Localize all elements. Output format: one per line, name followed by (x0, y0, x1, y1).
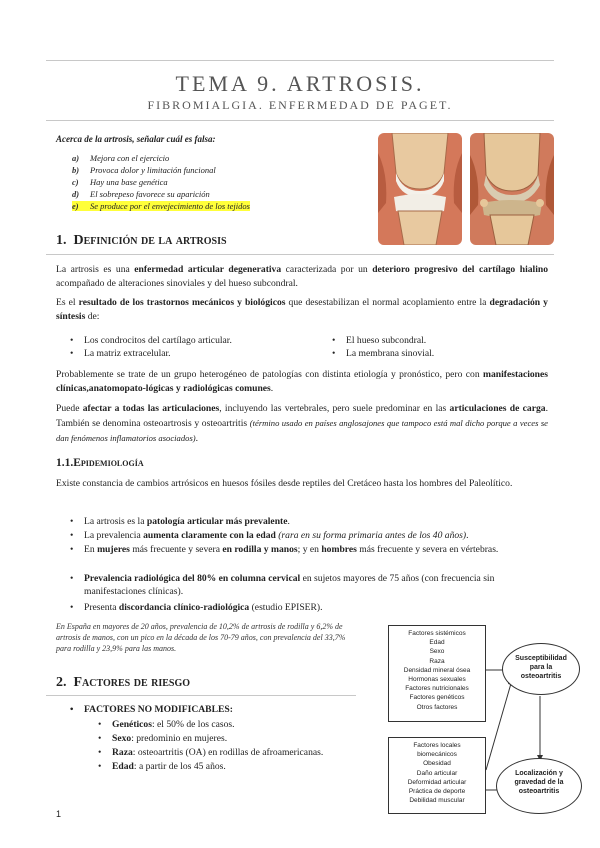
arthritic-knee-illustration (470, 133, 554, 245)
list-item: • FACTORES NO MODIFICABLES: (84, 703, 233, 716)
quiz-option: b) Provoca dolor y limitación funcional (72, 165, 216, 175)
section-heading-factores: 2. Factores de riesgo (56, 675, 191, 690)
severity-oval: Localización y gravedad de la osteoartritis (496, 758, 582, 814)
top-rule (46, 60, 554, 61)
cause-paragraph: Es el resultado de los trastornos mecánicos y biológicos que desestabilizan el normal acoplamiento entre la degradación y síntesis de: (56, 297, 548, 322)
list-item: • Genéticos: el 50% de los casos. (112, 718, 235, 731)
list-item: • La artrosis es la patología articular más prevalente. (84, 515, 544, 528)
list-item: • Los condrocitos del cartílago articular. (84, 334, 232, 347)
list-item: • La membrana sinovial. (346, 347, 434, 360)
healthy-knee-illustration (378, 133, 462, 245)
joints-paragraph: Puede afectar a todas las articulaciones, incluyendo las vertebrales, pero suele predominar en las articulaciones de carga. También se denomina osteoartrosis y osteoartritis (término usado en países anglosajones que tampoco está mal dicho porque a veces se dan fenómenos inflamatorios asociados). (56, 403, 548, 444)
section-heading-definicion: 1. Definición de la artrosis (56, 233, 227, 248)
page-number: 1 (56, 809, 62, 819)
systemic-factors-box: Factores sistémicos Edad Sexo Raza Densidad mineral ósea Hormonas sexuales Factores nutricionales Factores genéticos Otros factores (388, 625, 486, 722)
section-rule (46, 254, 554, 255)
list-item: • Edad: a partir de los 45 años. (112, 760, 226, 773)
section-heading-epidemiologia: 1.1.Epidemiología (56, 457, 144, 469)
list-item: • El hueso subcondral. (346, 334, 426, 347)
arrow-local-up (486, 680, 512, 770)
section-rule (46, 695, 356, 696)
list-item: • La prevalencia aumenta claramente con la edad (rara en su forma primaria antes de los 40 años). (84, 529, 544, 542)
page-title: TEMA 9. ARTROSIS. (175, 71, 425, 96)
susceptibility-oval: Susceptibilidad para la osteoartritis (502, 643, 580, 695)
page-subtitle: FIBROMIALGIA. ENFERMEDAD DE PAGET. (147, 98, 453, 112)
definition-paragraph: La artrosis es una enfermedad articular degenerativa caracterizada por un deterioro progresivo del cartílago hialino acompañado de alteraciones sinoviales y del hueso subcondral. (56, 264, 548, 289)
heterogeneous-paragraph: Probablemente se trate de un grupo heterogéneo de patologías con distinta etiología y pronóstico, pero con manifestaciones clínicas,anatomopato-lógicas y radiológicas comunes. (56, 369, 548, 394)
list-item: • Presenta discordancia clínico-radiológica (estudio EPISER). (84, 601, 544, 614)
header-rule (46, 120, 554, 121)
quiz-option: c) Hay una base genética (72, 177, 168, 187)
list-item: • La matriz extracelular. (84, 347, 171, 360)
quiz-option: d) El sobrepeso favorece su aparición (72, 189, 210, 199)
list-item: • Sexo: predominio en mujeres. (112, 732, 227, 745)
list-item: • Prevalencia radiológica del 80% en columna cervical en sujetos mayores de 75 años (con frecuencia sin manifestaciones clínicas). (84, 572, 544, 598)
quiz-question: Acerca de la artrosis, señalar cuál es falsa: (56, 134, 216, 144)
fossil-paragraph: Existe constancia de cambios artrósicos en huesos fósiles desde reptiles del Cretáceo hasta los hombres del Paleolítico. (56, 478, 513, 489)
quiz-option-highlighted: e) Se produce por el envejecimiento de los tejidos (72, 201, 250, 211)
quiz-options (72, 152, 250, 212)
quiz-option: a) Mejora con el ejercicio (72, 153, 170, 163)
local-factors-box: Factores locales biomecánicos Obesidad Daño articular Deformidad articular Práctica de deporte Debilidad muscular (388, 737, 486, 814)
list-item: • En mujeres más frecuente y severa en rodilla y manos; y en hombres más frecuente y severa en vértebras. (84, 543, 544, 556)
list-item: • Raza: osteoartritis (OA) en rodillas de afroamericanas. (112, 746, 323, 759)
spain-prevalence-note: En España en mayores de 20 años, prevalencia de 10,2% de artrosis de rodilla y 6,2% de artrosis de manos, con un pico en la década de los 70-79 años, con prevalencia del 33,7% para rodilla y 23,9% para las manos. (56, 622, 346, 653)
